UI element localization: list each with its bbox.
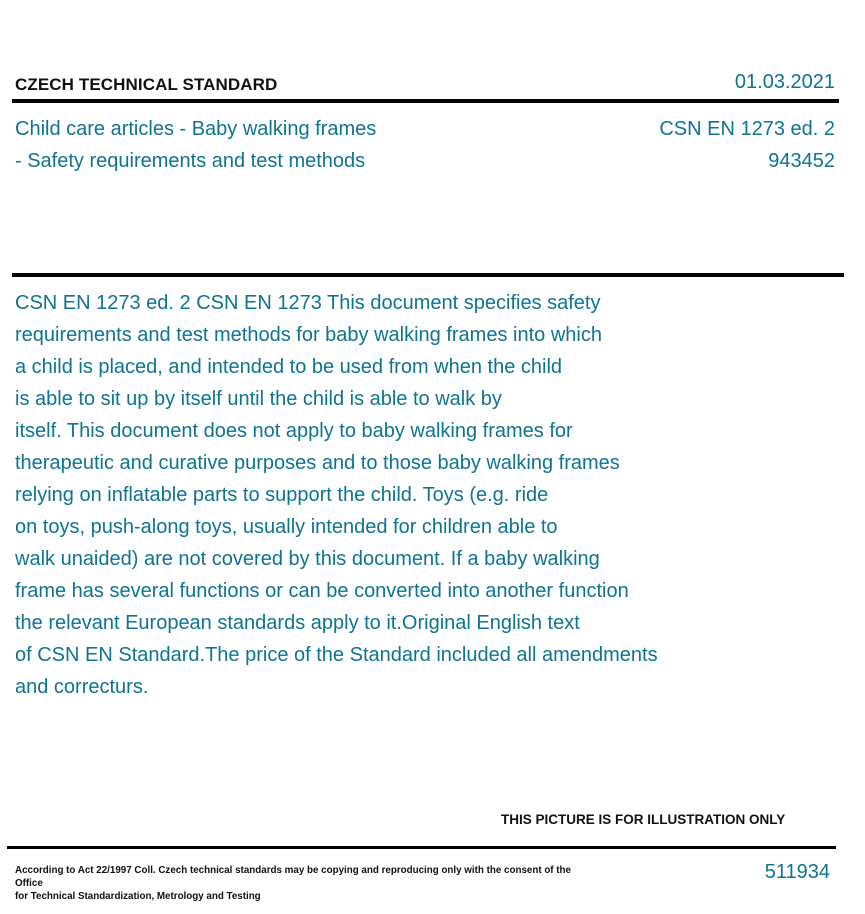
document-type-heading: CZECH TECHNICAL STANDARD xyxy=(15,75,278,94)
footer-id: 511934 xyxy=(764,861,830,883)
title-divider xyxy=(12,273,844,277)
abstract-text: CSN EN 1273 ed. 2 CSN EN 1273 This document specifies safety requirements and test methods for baby walking frames into which a child is placed, and intended to be used from when the child is able to sit up by itself until the child is able to walk by itself. This document does not apply to baby walking frames for therapeutic and curative purposes and to those baby walking frames relying on inflatable parts to support the child. Toys (e.g. ride on toys, push-along toys, usually intended for children able to walk unaided) are not covered by this document. If a baby walking frame has several functions or can be converted into another function the relevant European standards apply to it.Original English text of CSN EN Standard.The price of the Standard included all amendments and correcturs. xyxy=(15,292,658,698)
publication-date: 01.03.2021 xyxy=(734,71,835,93)
illustration-disclaimer: THIS PICTURE IS FOR ILLUSTRATION ONLY xyxy=(501,812,786,827)
legal-note: According to Act 22/1997 Coll. Czech technical standards may be copying and reproducing only with the consent of the Office for Technical Standardization, Metrology and Testing xyxy=(15,865,571,902)
standard-number: CSN EN 1273 ed. 2 xyxy=(659,118,835,140)
catalog-number: 943452 xyxy=(768,150,835,172)
header-divider xyxy=(12,99,839,103)
standard-title-line-1: Child care articles - Baby walking frames xyxy=(15,118,377,140)
standard-title-line-2: - Safety requirements and test methods xyxy=(15,150,366,172)
footer-divider xyxy=(7,846,836,849)
